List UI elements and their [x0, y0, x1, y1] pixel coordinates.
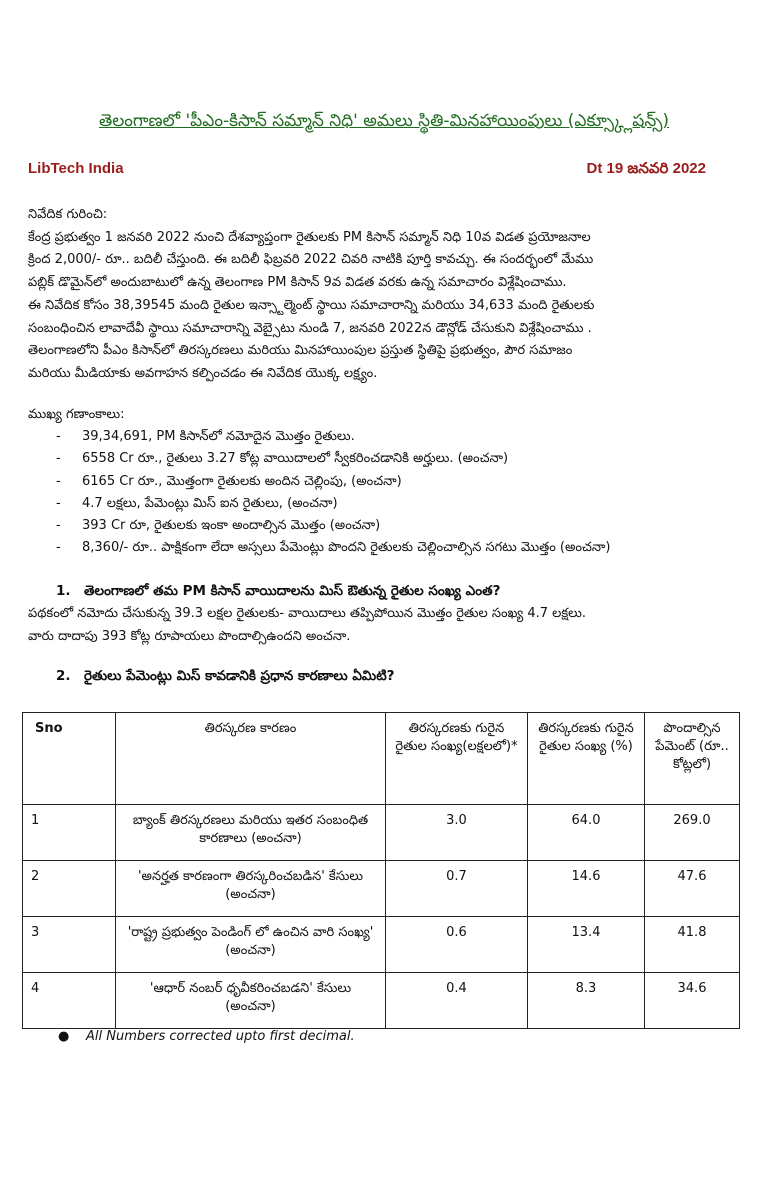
cell-amount: 41.8 [645, 917, 740, 973]
key-stat-text: 6165 Cr రూ., మొత్తంగా రైతులకు అందిన చెల్లింపు, (అంచనా) [82, 473, 402, 489]
key-stat-text: 6558 Cr రూ., రైతులు 3.27 కోట్ల వాయిదాలలో స్వీకరించడానికి అర్హులు. (అంచనా) [82, 451, 509, 467]
cell-amount: 47.6 [645, 861, 740, 917]
about-line: సంబంధించిన లావాదేవీ స్థాయి సమాచారాన్ని వెబ్సైటు నుండి 7, జనవరి 2022న డౌన్లోడ్ చేసుకుని విశ్లేషించాము . [28, 320, 592, 336]
table-row [23, 805, 740, 861]
cell-lakhs: 0.6 [386, 917, 528, 973]
cell-lakhs: 0.4 [386, 973, 528, 1029]
cell-reason: బ్యాంక్ తిరస్కరణలు మరియు ఇతర సంబంధిత కారణాలు (అంచనా) [116, 805, 386, 861]
key-stats-heading: ముఖ్య గణాంకాలు: [28, 407, 125, 422]
question-1 [56, 583, 500, 602]
table-row [23, 861, 740, 917]
document-title: తెలంగాణలో 'పీఎం-కిసాన్ సమ్మాన్ నిధి' అమలు స్థితి-మినహాయింపులు (ఎక్స్క్లూషన్స్) [98, 111, 670, 131]
answer-line: వారు దాదాపు 393 కోట్ల రూపాయలు పొందాల్సిఉందని అంచనా. [28, 628, 351, 644]
cell-percent: 8.3 [528, 973, 645, 1029]
cell-amount: 269.0 [645, 805, 740, 861]
question-text: తెలంగాణలో తమ PM కిసాన్ వాయిదాలను మిస్ ఔతున్న రైతుల సంఖ్య ఎంత? [84, 583, 501, 599]
key-stat-text: 8,360/- రూ.. పాక్షికంగా లేదా అస్సలు పేమెంట్లు పొందని రైతులకు చెల్లించాల్సిన సగటు మొత్తం (అంచనా) [82, 540, 611, 556]
rejection-reasons-table [22, 712, 740, 1029]
key-stats-list [56, 426, 746, 560]
key-stats-heading-block [28, 404, 743, 427]
col-header-reason: తిరస్కరణ కారణం [116, 713, 386, 805]
dash-marker: - [56, 473, 61, 489]
table-row [23, 917, 740, 973]
cell-percent: 13.4 [528, 917, 645, 973]
question-number: 1. [56, 583, 71, 599]
cell-sno: 3 [23, 917, 116, 973]
about-section [28, 204, 743, 386]
about-line: మరియు మీడియాకు అవగాహన కల్పించడం ఈ నివేదిక యొక్క లక్ష్యం. [28, 365, 378, 381]
key-stat-item [56, 471, 746, 493]
cell-percent: 14.6 [528, 861, 645, 917]
table-header-row [23, 713, 740, 805]
cell-sno: 2 [23, 861, 116, 917]
cell-lakhs: 0.7 [386, 861, 528, 917]
key-stat-item [56, 426, 746, 448]
key-stat-text: 393 Cr రూ, రైతులకు ఇంకా అందాల్సిన మొత్తం (అంచనా) [82, 518, 381, 534]
about-line: క్రింద 2,000/- రూ.. బదిలీ చేస్తుంది. ఈ బదిలీ ఫిబ్రవరి 2022 చివరి నాటికి పూర్తి కావచ్చు. ఈ సందర్భంలో మేము [28, 252, 594, 268]
dash-marker: - [56, 540, 61, 556]
col-header-amount: పొందాల్సిన పేమెంట్ (రూ.. కోట్లలో) [645, 713, 740, 805]
about-line: ఈ నివేదిక కోసం 38,39545 మంది రైతుల ఇన్స్టాల్మెంట్ స్థాయి సమాచారాన్ని మరియు 34,633 మంది రైతులకు [28, 297, 595, 313]
dash-marker: - [56, 451, 61, 467]
key-stat-item [56, 448, 746, 470]
cell-sno: 1 [23, 805, 116, 861]
answer-line: పథకంలో నమోదు చేసుకున్న 39.3 లక్షల రైతులకు- వాయిదాలు తప్పిపోయిన మొత్తం రైతుల సంఖ్య 4.7 లక్షలు. [28, 606, 587, 621]
question-2 [56, 668, 394, 687]
key-stat-item [56, 515, 746, 537]
key-stat-item [56, 493, 746, 515]
table-row [23, 973, 740, 1029]
cell-amount: 34.6 [645, 973, 740, 1029]
key-stat-text: 4.7 లక్షలు, పేమెంట్లు మిస్ ఐన రైతులు, (అంచనా) [82, 495, 338, 511]
cell-sno: 4 [23, 973, 116, 1029]
dash-marker: - [56, 518, 61, 534]
col-header-percent: తిరస్కరణకు గురైన రైతుల సంఖ్య (%) [528, 713, 645, 805]
cell-reason: 'రాష్ట్ర ప్రభుత్వం పెండింగ్ లో ఉంచిన వారి సంఖ్య' (అంచనా) [116, 917, 386, 973]
cell-lakhs: 3.0 [386, 805, 528, 861]
answer-1 [28, 603, 586, 648]
footnote-text: All Numbers corrected upto first decimal. [86, 1029, 355, 1044]
about-line: పబ్లిక్ డొమైన్‌లో అందుబాటులో ఉన్న తెలంగాణ PM కిసాన్ 9వ విడత వరకు ఉన్న సమాచారం విశ్లేషించాము. [28, 275, 567, 291]
question-text: రైతులు పేమెంట్లు మిస్ కావడానికి ప్రధాన కారణాలు ఏమిటి? [84, 668, 395, 684]
about-line: కేంద్ర ప్రభుత్వం 1 జనవరి 2022 నుంచి దేశవ్యాప్తంగా రైతులకు PM కిసాన్ సమ్మాన్ నిధి 10వ విడత ప్రయోజనాల [28, 229, 591, 245]
about-line: తెలంగాణలోని పీఎం కిసాన్‌లో తిరస్కరణలు మరియు మినహాయింపుల ప్రస్తుత స్థితిపై ప్రభుత్వం, పౌర సమాజం [28, 343, 573, 359]
key-stat-item [56, 537, 746, 559]
dash-marker: - [56, 429, 61, 444]
footnote [58, 1029, 355, 1044]
cell-percent: 64.0 [528, 805, 645, 861]
cell-reason: 'ఆధార్ నంబర్ ధృవీకరించబడని' కేసులు (అంచనా) [116, 973, 386, 1029]
cell-reason: 'అనర్హత కారణంగా తిరస్కరించబడిన' కేసులు (అంచనా) [116, 861, 386, 917]
about-heading: నివేదిక గురించి: [28, 207, 108, 222]
dash-marker: - [56, 495, 61, 511]
bullet-marker: ● [58, 1029, 70, 1044]
organization-name: LibTech India [28, 160, 124, 177]
col-header-lakhs: తిరస్కరణకు గురైన రైతుల సంఖ్య(లక్షలలో)* [386, 713, 528, 805]
report-date: Dt 19 జనవరి 2022 [586, 160, 706, 177]
question-number: 2. [56, 668, 71, 684]
key-stat-text: 39,34,691, PM కిసాన్‌లో నమోదైన మొత్తం రైతులు. [82, 429, 355, 444]
col-header-sno: Sno [23, 713, 116, 805]
